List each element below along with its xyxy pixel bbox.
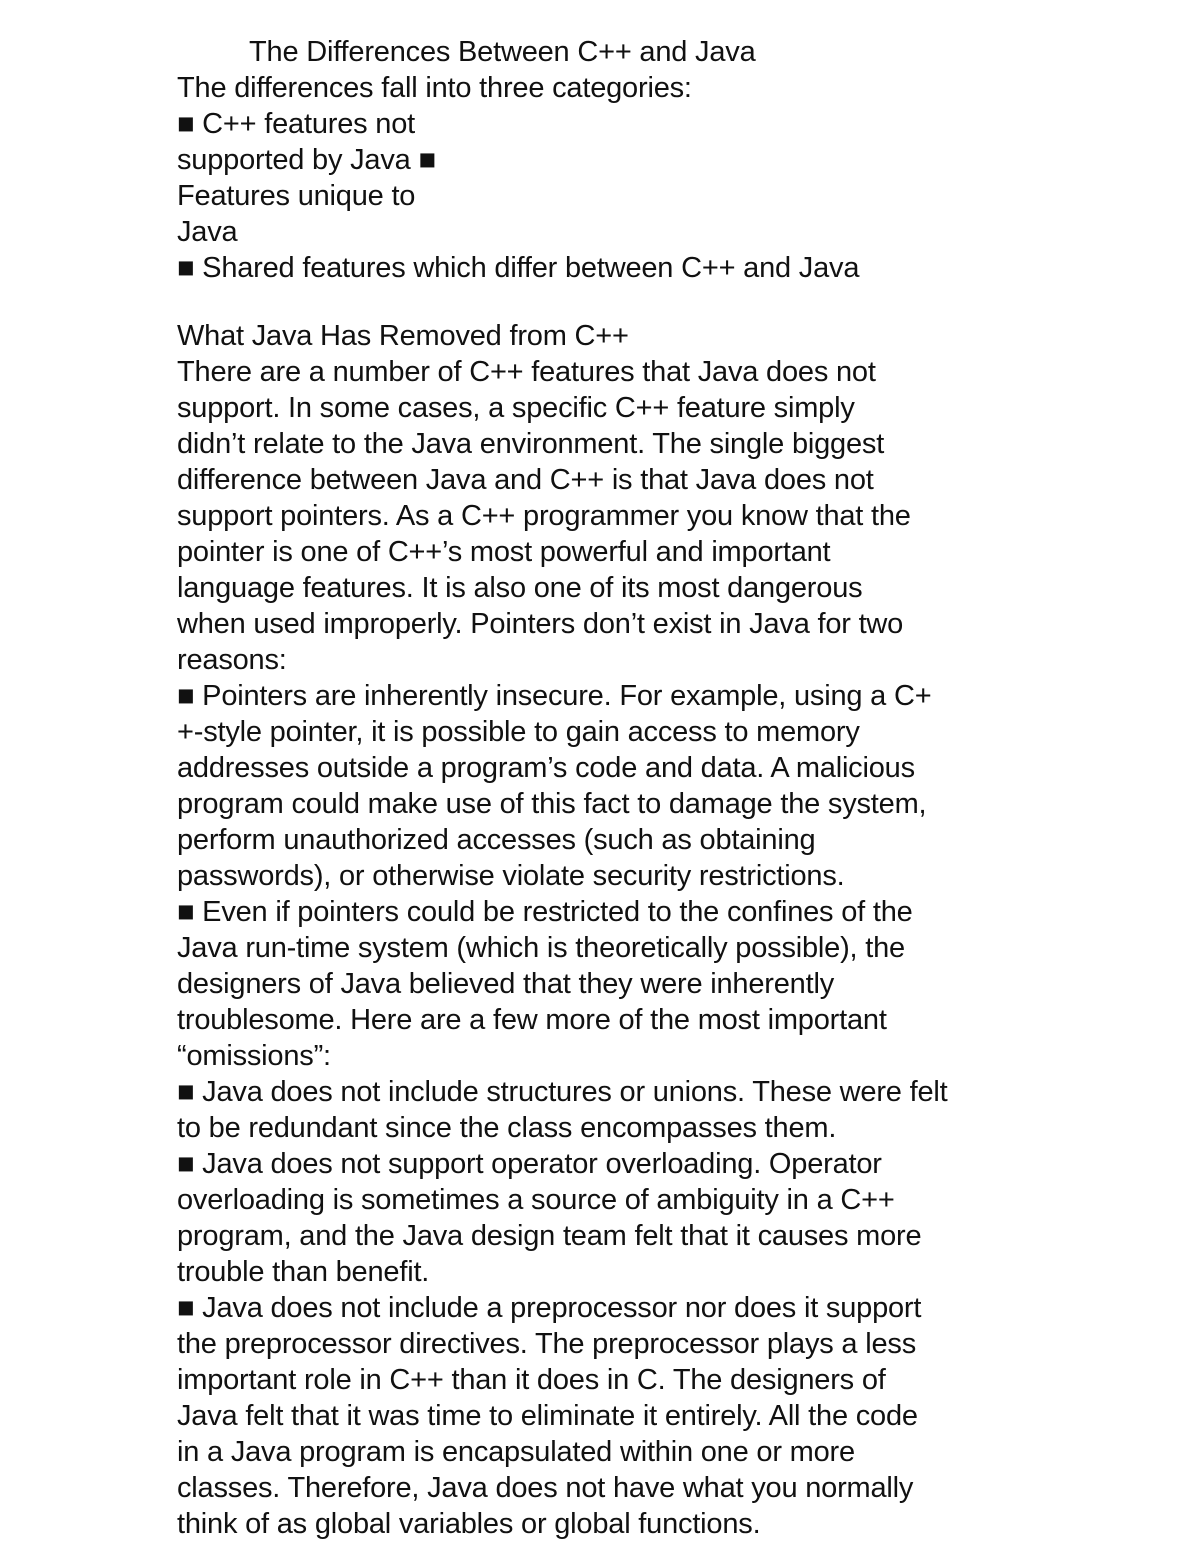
body-line: classes. Therefore, Java does not have what you normally (177, 1472, 914, 1504)
body-line: in a Java program is encapsulated within one or more (177, 1436, 855, 1468)
body-line: the preprocessor directives. The preprocessor plays a less (177, 1328, 916, 1360)
body-line: difference between Java and C++ is that Java does not (177, 464, 874, 496)
category-line: Features unique to (177, 180, 416, 212)
body-line: important role in C++ than it does in C. The designers of (177, 1364, 886, 1396)
section-spacer (177, 286, 1037, 318)
body-line: reasons: (177, 644, 287, 676)
body-line: “omissions”: (177, 1040, 331, 1072)
body-line: ■ Pointers are inherently insecure. For example, using a C+ (177, 680, 932, 712)
body-line: perform unauthorized accesses (such as obtaining (177, 824, 816, 856)
body-line: passwords), or otherwise violate security restrictions. (177, 860, 845, 892)
body-line: when used improperly. Pointers don’t exist in Java for two (177, 608, 904, 640)
body-line: Java felt that it was time to eliminate it entirely. All the code (177, 1400, 918, 1432)
body-line: to be redundant since the class encompasses them. (177, 1112, 837, 1144)
body-line: language features. It is also one of its most dangerous (177, 572, 863, 604)
document-page (177, 34, 1037, 1542)
category-line: supported by Java ■ (177, 144, 436, 176)
intro-text: The differences fall into three categories: (177, 72, 692, 104)
body-line: Java run-time system (which is theoretically possible), the (177, 932, 905, 964)
body-line: designers of Java believed that they were inherently (177, 968, 834, 1000)
document-title: The Differences Between C++ and Java (249, 36, 756, 68)
body-text (177, 354, 1037, 1542)
body-line: There are a number of C++ features that Java does not (177, 356, 876, 388)
body-line: support pointers. As a C++ programmer you know that the (177, 500, 911, 532)
body-line: program, and the Java design team felt that it causes more (177, 1220, 922, 1252)
body-line: +-style pointer, it is possible to gain access to memory (177, 716, 860, 748)
body-line: ■ Java does not include structures or unions. These were felt (177, 1076, 948, 1108)
body-line: ■ Even if pointers could be restricted to the confines of the (177, 896, 913, 928)
body-line: support. In some cases, a specific C++ feature simply (177, 392, 855, 424)
category-list (177, 106, 1037, 286)
body-line: program could make use of this fact to damage the system, (177, 788, 927, 820)
body-line: ■ Java does not support operator overloading. Operator (177, 1148, 882, 1180)
body-line: trouble than benefit. (177, 1256, 430, 1288)
body-line: didn’t relate to the Java environment. The single biggest (177, 428, 885, 460)
body-line: think of as global variables or global functions. (177, 1508, 761, 1540)
category-line: Java (177, 216, 238, 248)
category-line: ■ Shared features which differ between C++ and Java (177, 252, 860, 284)
body-line: overloading is sometimes a source of ambiguity in a C++ (177, 1184, 895, 1216)
body-line: addresses outside a program’s code and data. A malicious (177, 752, 915, 784)
body-line: pointer is one of C++’s most powerful and important (177, 536, 831, 568)
body-line: ■ Java does not include a preprocessor nor does it support (177, 1292, 922, 1324)
body-line: troublesome. Here are a few more of the most important (177, 1004, 887, 1036)
category-line: ■ C++ features not (177, 108, 416, 140)
section-heading: What Java Has Removed from C++ (177, 320, 629, 352)
